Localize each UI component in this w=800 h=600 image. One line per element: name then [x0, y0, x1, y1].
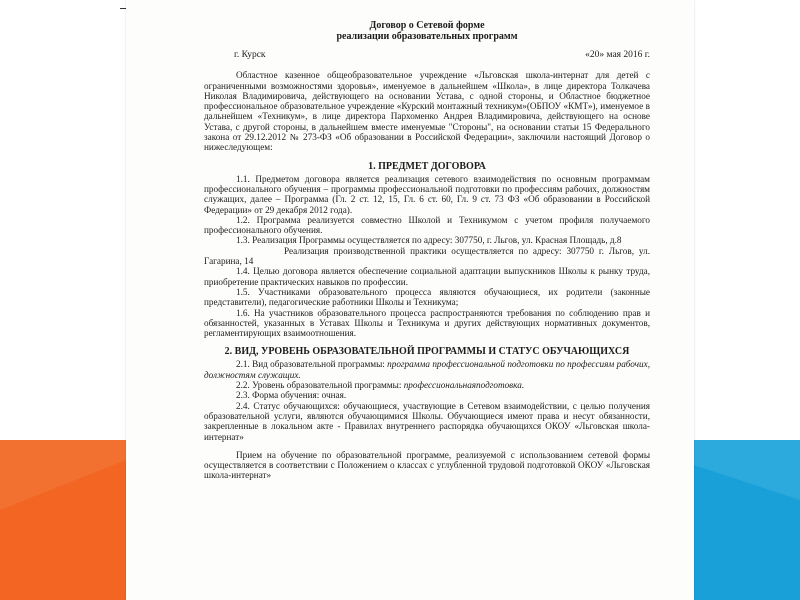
- clause-1-3: 1.3. Реализация Программы осуществляется по адресу: 307750, г. Льгов, ул. Красная Площадь, д.8: [236, 235, 622, 246]
- clause-2-2-label: 2.2. Уровень образовательной программы:: [236, 380, 404, 391]
- place-date-row: [234, 50, 650, 60]
- orange-teal-decoration-left: [0, 440, 126, 600]
- blue-decoration-right: [694, 440, 800, 600]
- clause-2-1-value: программа профессиональной подготовки по профессиям рабочих, должностям служащих.: [204, 359, 650, 380]
- clause-2-1: [204, 359, 650, 380]
- paragraph-gap: [204, 442, 650, 450]
- clause-1-2: 1.2. Программа реализуется совместно Школой и Техникумом с учетом профиля получаемого профессионального обучения.: [204, 214, 650, 236]
- document-title-line-2: реализации образовательных программ: [336, 31, 518, 42]
- document-body: [204, 20, 650, 481]
- clause-1-4: 1.4. Целью договора является обеспечение социальной адаптации выпускников Школы к рынку труда, приобретение практических навыков по профессии.: [204, 266, 650, 287]
- clause-1-6: 1.6. На участников образовательного процесса распространяются требования по соблюдению прав и обязанностей, указанных в Уставах Школы и Техникума и других действующих нормативных документов, регламентирующих взаимоотношения.: [204, 307, 650, 339]
- section-2-heading: 2. ВИД, УРОВЕНЬ ОБРАЗОВАТЕЛЬНОЙ ПРОГРАММЫ И СТАТУС ОБУЧАЮЩИХСЯ: [224, 346, 630, 358]
- preamble-paragraph: Областное казенное общеобразовательное учреждение «Льговская школа-интернат для детей с ограниченными возможностями здоровья», именуемое в дальнейшем «Школа», в лице директора Толкачева Николая Владимировича, действующего на основании Устава, с одной стороны, и Областное бюджетное профессиональное образовательное учреждение «Курский монтажный техникум»(ОБПОУ «КМТ»), именуемое в дальнейшем «Техникум», в лице директора Пархоменко Андрея Владимировича, действующего на основе Устава, с другой стороны, в дальнейшем вместе именуемые "Стороны", на основании статьи 15 Федерального закона от 29.12.2012 № 273-ФЗ «Об образовании в Российской Федерации», заключили настоящий Договор о нижеследующем:: [204, 70, 650, 153]
- clause-1-3-practice: Реализация производственной практики осуществляется по адресу: 307750 г. Льгов, ул. Гагарина, 14: [204, 245, 650, 267]
- admission-paragraph: Прием на обучение по образовательной программе, реализуемой с использованием сетевой формы осуществляется в соответствии с Положением о классах с углубленной трудовой подготовкой ОКОУ «Льговская школа-интернат»: [204, 449, 650, 481]
- date: «20» мая 2016 г.: [585, 50, 650, 60]
- city: г. Курск: [234, 50, 266, 60]
- clause-2-2-value: профессиональнаяподготовка.: [403, 380, 525, 391]
- section-1-heading: 1. ПРЕДМЕТ ДОГОВОРА: [368, 160, 486, 172]
- clause-1-1: 1.1. Предметом договора является реализация сетевого взаимодействия по основным программам профессионального обучения – программы профессиональной подготовки по профессиям рабочих, должностям служащих, далее – Программа (Гл. 2 ст. 12, 15, Гл. 6 ст. 60, Гл. 9 ст. 73 ФЗ «Об образовании в Российской Федерации» от 29 декабря 2012 года).: [204, 173, 650, 215]
- clause-2-3: 2.3. Форма обучения: очная.: [236, 390, 347, 401]
- clause-2-4: 2.4. Статус обучающихся: обучающиеся, участвующие в Сетевом взаимодействии, с целью получения образовательной услуги, являются обучающимися Школы. Обучающиеся имеют права и несут обязанности, закрепленные в локальном акте - Правилах внутреннего распорядка обучающихся ОКОУ «Льговская школа-интернат»: [204, 400, 650, 442]
- clause-1-5: 1.5. Участниками образовательного процесса являются обучающиеся, их родители (законные представители), педагогические работники Школы и Техникума;: [204, 286, 650, 308]
- scanned-document-page: [126, 0, 694, 600]
- document-title-line-1: Договор о Сетевой форме: [369, 20, 485, 31]
- clause-2-2: [204, 380, 650, 390]
- clause-2-1-label: 2.1. Вид образовательной программы:: [236, 359, 388, 370]
